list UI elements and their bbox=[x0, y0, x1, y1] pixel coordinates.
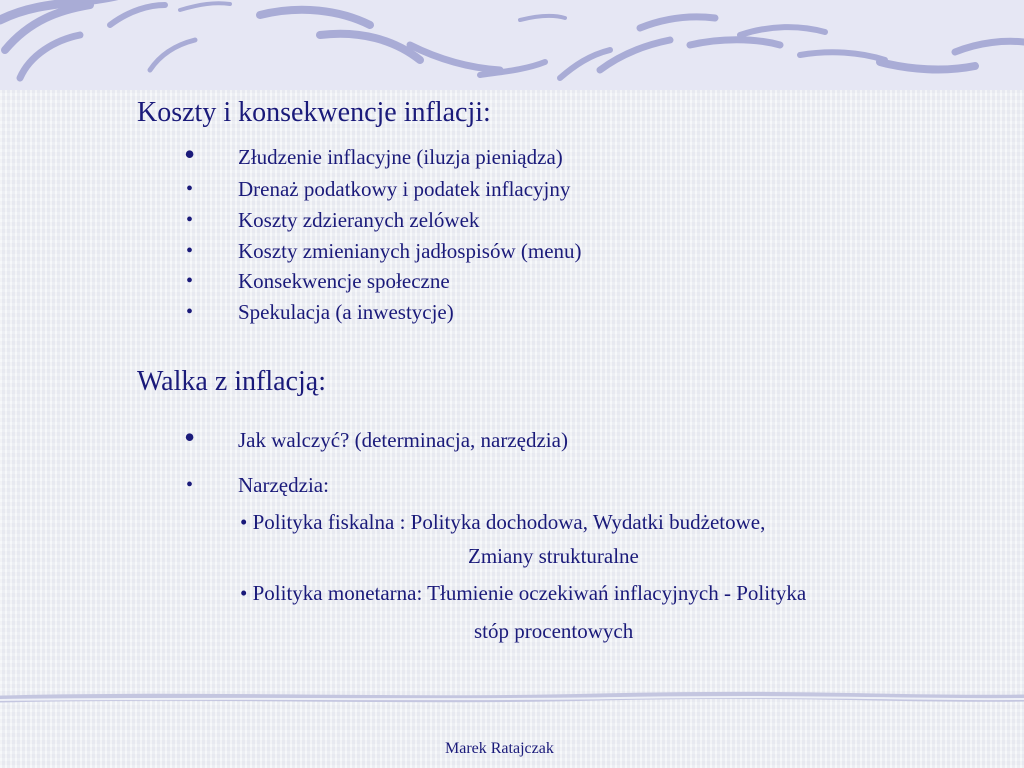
decorative-swirl-banner bbox=[0, 0, 1024, 90]
bullet-item: • Jak walczyć? (determinacja, narzędzia) bbox=[238, 427, 568, 453]
sub-bullet-continuation: stóp procentowych bbox=[474, 619, 634, 643]
sub-bullet-fiscal: • Polityka fiskalna : Polityka dochodowa, Wydatki budżetowe, bbox=[240, 510, 766, 534]
bullet-item: • Spekulacja (a inwestycje) bbox=[238, 299, 454, 325]
bullet-item: • Złudzenie inflacyjne (iluzja pieniądza) bbox=[238, 144, 563, 170]
sub-bullet-monetary: • Polityka monetarna: Tłumienie oczekiwań inflacyjnych - Polityka bbox=[240, 581, 807, 605]
footer-author: Marek Ratajczak bbox=[445, 740, 554, 757]
decorative-bottom-divider bbox=[0, 688, 1024, 710]
sub-bullet-continuation: Zmiany strukturalne bbox=[468, 544, 639, 568]
bullet-item: • Narzędzia: bbox=[238, 472, 329, 498]
bullet-item: • Koszty zmienianych jadłospisów (menu) bbox=[238, 238, 582, 264]
bullet-item: • Drenaż podatkowy i podatek inflacyjny bbox=[238, 176, 570, 202]
section-heading-costs: Koszty i konsekwencje inflacji: bbox=[137, 97, 491, 128]
section-heading-fight: Walka z inflacją: bbox=[137, 366, 326, 397]
bullet-item: • Koszty zdzieranych zelówek bbox=[238, 207, 479, 233]
bullet-item: • Konsekwencje społeczne bbox=[238, 268, 450, 294]
